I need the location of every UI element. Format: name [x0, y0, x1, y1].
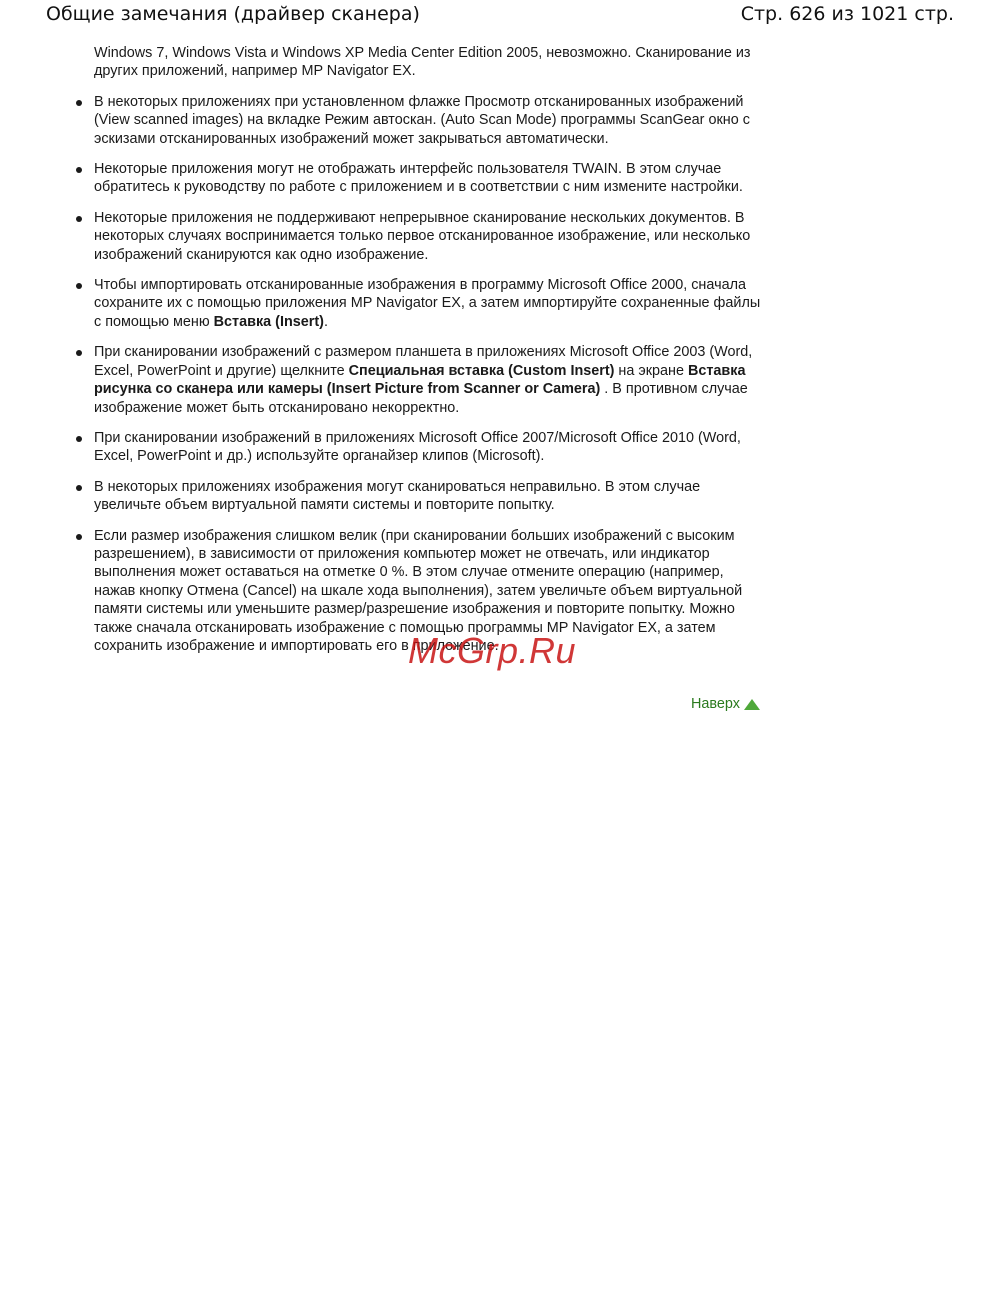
- list-item: [76, 343, 766, 417]
- bullet-icon: [76, 534, 82, 540]
- back-to-top-label: Наверх: [691, 696, 740, 712]
- back-to-top-link[interactable]: [691, 696, 760, 712]
- dialog-insert-picture: Вставка рисунка со сканера или камеры (Insert Picture from Scanner or Camera): [94, 362, 746, 398]
- up-triangle-icon: [744, 699, 760, 710]
- bullet-icon: [76, 485, 82, 491]
- bullet-icon: [76, 216, 82, 222]
- list-item-text: Некоторые приложения могут не отображать интерфейс пользователя TWAIN. В этом случае обратитесь к руководству по работе с приложением и в соответствии с ним измените настройки.: [94, 161, 743, 196]
- list-item-text: . В противном случае изображение может быть отсканировано некорректно.: [94, 381, 748, 416]
- list-item-text: В некоторых приложениях при установленном флажке Просмотр отсканированных изображений (View scanned images) на вкладке Режим автоскан. (Auto Scan Mode) программы ScanGear окно с эскизами отсканированных изображений может закрываться автоматически.: [94, 93, 750, 147]
- list-item-text: В некоторых приложениях изображения могут сканироваться неправильно. В этом случае увеличьте объем виртуальной памяти системы и повторите попытку.: [94, 478, 701, 514]
- document-body: [76, 44, 766, 667]
- page-number: Стр. 626 из 1021 стр.: [740, 3, 954, 25]
- list-item-text: .: [323, 313, 328, 330]
- list-item-text: При сканировании изображений с размером планшета в приложениях Microsoft Office 2003 (Word, Excel, PowerPoint и другие) щелкните: [94, 344, 753, 379]
- list-item-text: на экране: [614, 362, 688, 379]
- list-item: [76, 93, 766, 148]
- command-custom-insert: Специальная вставка (Custom Insert): [348, 362, 615, 379]
- page-title: Общие замечания (драйвер сканера): [46, 3, 420, 25]
- page-header: [46, 0, 954, 28]
- list-item: [76, 276, 766, 331]
- list-item: [76, 160, 766, 197]
- list-item: [76, 478, 766, 515]
- list-item: [76, 209, 766, 264]
- menu-name-insert: Вставка (Insert): [213, 313, 324, 330]
- bullet-icon: [76, 350, 82, 356]
- bullet-icon: [76, 100, 82, 106]
- notes-list: [76, 93, 766, 656]
- list-item-text: Некоторые приложения не поддерживают непрерывное сканирование нескольких документов. В некоторых случаях воспринимается только первое отсканированное изображение, или несколько изображений сканируются как одно изображение.: [94, 209, 751, 263]
- list-item: [76, 527, 766, 656]
- watermark: McGrp.Ru: [408, 630, 577, 671]
- list-item-text: Чтобы импортировать отсканированные изображения в программу Microsoft Office 2000, сначала сохраните их с помощью приложения MP Navigator EX, а затем импортируйте сохраненные файлы с помощью меню: [94, 277, 761, 330]
- bullet-icon: [76, 283, 82, 289]
- list-item-text: При сканировании изображений в приложениях Microsoft Office 2007/Microsoft Office 2010 (Word, Excel, PowerPoint и др.) используйте органайзер клипов (Microsoft).: [94, 429, 741, 465]
- bullet-icon: [76, 167, 82, 173]
- lead-paragraph: Windows 7, Windows Vista и Windows XP Media Center Edition 2005, невозможно. Сканирование из других приложений, например MP Navigator EX.: [94, 45, 751, 80]
- list-item: [76, 429, 766, 466]
- list-item-text: Если размер изображения слишком велик (при сканировании больших изображений с высоким разрешением), в зависимости от приложения компьютер может не отвечать, или индикатор выполнения может оставаться на отметке 0 %. В этом случае отмените операцию (например, нажав кнопку Отмена (Cancel) на шкале хода выполнения), затем увеличьте объем виртуальной памяти системы или уменьшите размер/разрешение изображения и повторите попытку. Можно также сначала отсканировать изображение с помощью программы MP Navigator EX, а затем сохранить изображение и импортировать его в приложение.: [94, 527, 743, 654]
- bullet-icon: [76, 436, 82, 442]
